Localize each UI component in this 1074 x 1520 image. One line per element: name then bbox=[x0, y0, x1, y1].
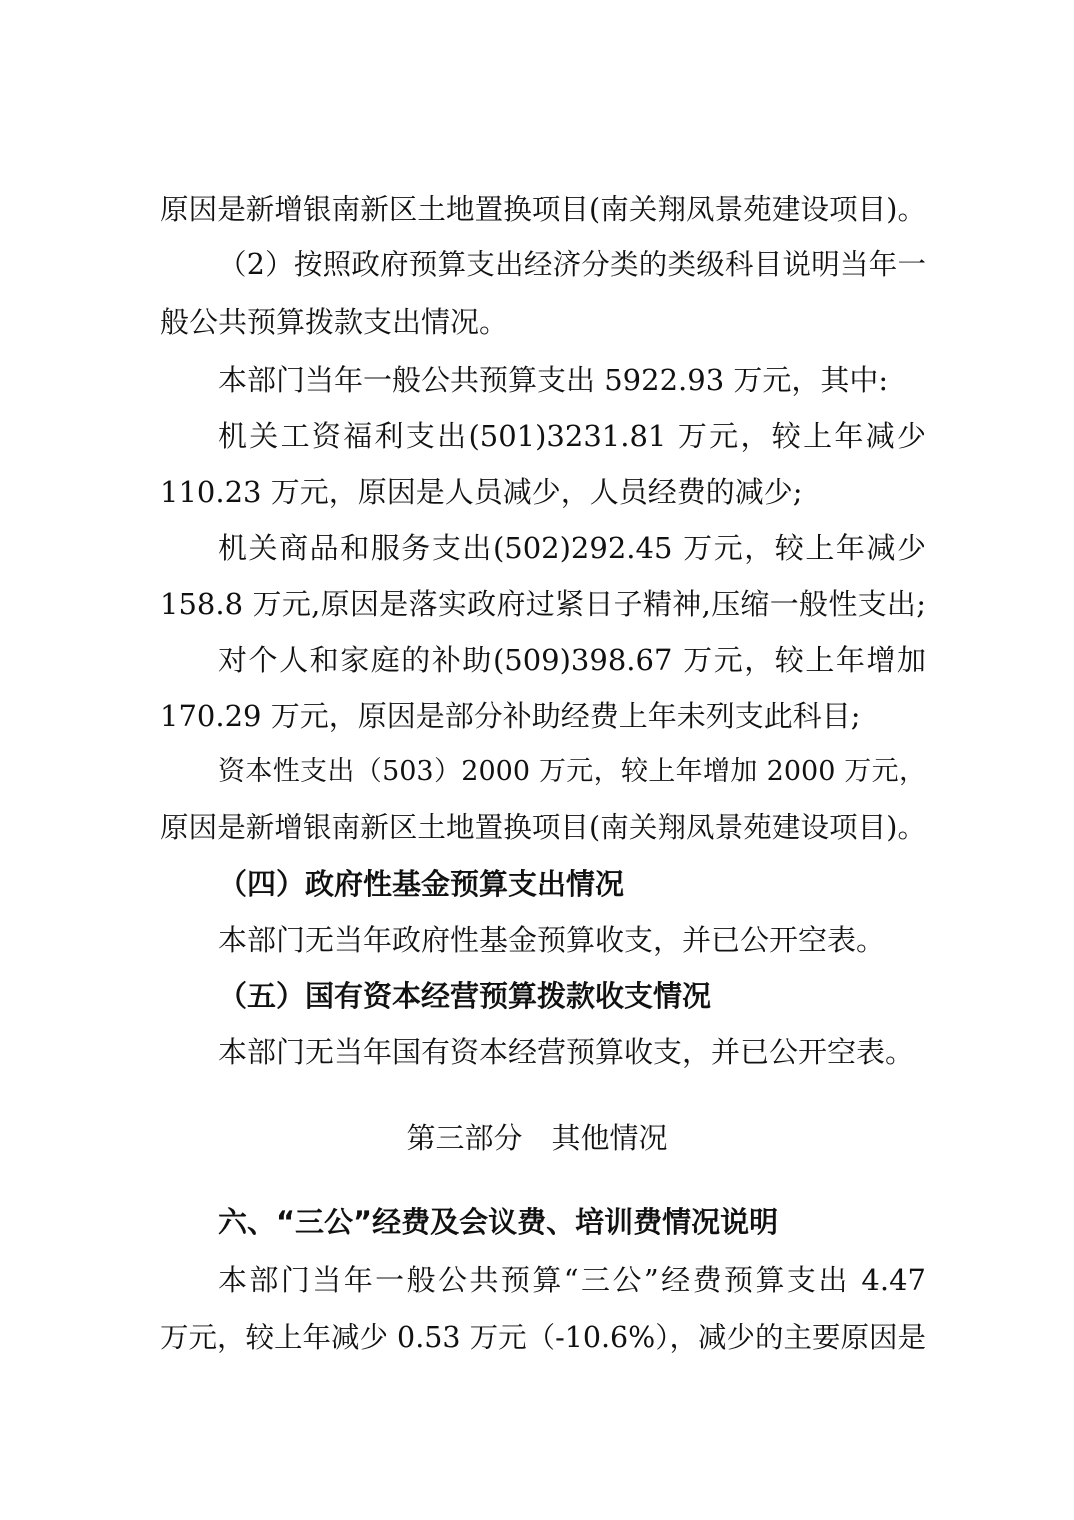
subsection-heading: （五）国有资本经营预算拨款收支情况 bbox=[218, 979, 712, 1013]
subsection-heading: （四）政府性基金预算支出情况 bbox=[218, 867, 625, 901]
paragraph-line: 本部门无当年国有资本经营预算收支，并已公开空表。 bbox=[218, 1035, 915, 1069]
paragraph-line: 110.23 万元，原因是人员减少，人员经费的减少; bbox=[160, 475, 803, 509]
paragraph-line: 机关工资福利支出(501)3231.81 万元，较上年减少 bbox=[218, 419, 926, 453]
subsection-heading: 六、“三公”经费及会议费、培训费情况说明 bbox=[218, 1205, 779, 1239]
paragraph-line: 本部门当年一般公共预算支出 5922.93 万元，其中: bbox=[218, 363, 889, 397]
paragraph-line: 本部门无当年政府性基金预算收支，并已公开空表。 bbox=[218, 923, 886, 957]
paragraph-line: 原因是新增银南新区土地置换项目(南关翔凤景苑建设项目)。 bbox=[160, 193, 926, 226]
paragraph-line: （2）按照政府预算支出经济分类的类级科目说明当年一 bbox=[218, 248, 926, 281]
paragraph-line: 般公共预算拨款支出情况。 bbox=[160, 305, 509, 339]
paragraph-line: 万元，较上年减少 0.53 万元（-10.6%），减少的主要原因是 bbox=[160, 1321, 926, 1354]
paragraph-line: 机关商品和服务支出(502)292.45 万元，较上年减少 bbox=[218, 531, 926, 565]
section-title: 第三部分 其他情况 bbox=[406, 1121, 668, 1155]
paragraph-line: 本部门当年一般公共预算“三公”经费预算支出 4.47 bbox=[218, 1263, 926, 1297]
paragraph-line: 158.8 万元,原因是落实政府过紧日子精神,压缩一般性支出; bbox=[160, 587, 926, 621]
paragraph-line: 资本性支出（503）2000 万元，较上年增加 2000 万元， bbox=[218, 756, 926, 787]
paragraph-line: 对个人和家庭的补助(509)398.67 万元，较上年增加 bbox=[218, 643, 926, 677]
paragraph-line: 170.29 万元，原因是部分补助经费上年未列支此科目; bbox=[160, 699, 861, 733]
paragraph-line: 原因是新增银南新区土地置换项目(南关翔凤景苑建设项目)。 bbox=[160, 811, 926, 844]
